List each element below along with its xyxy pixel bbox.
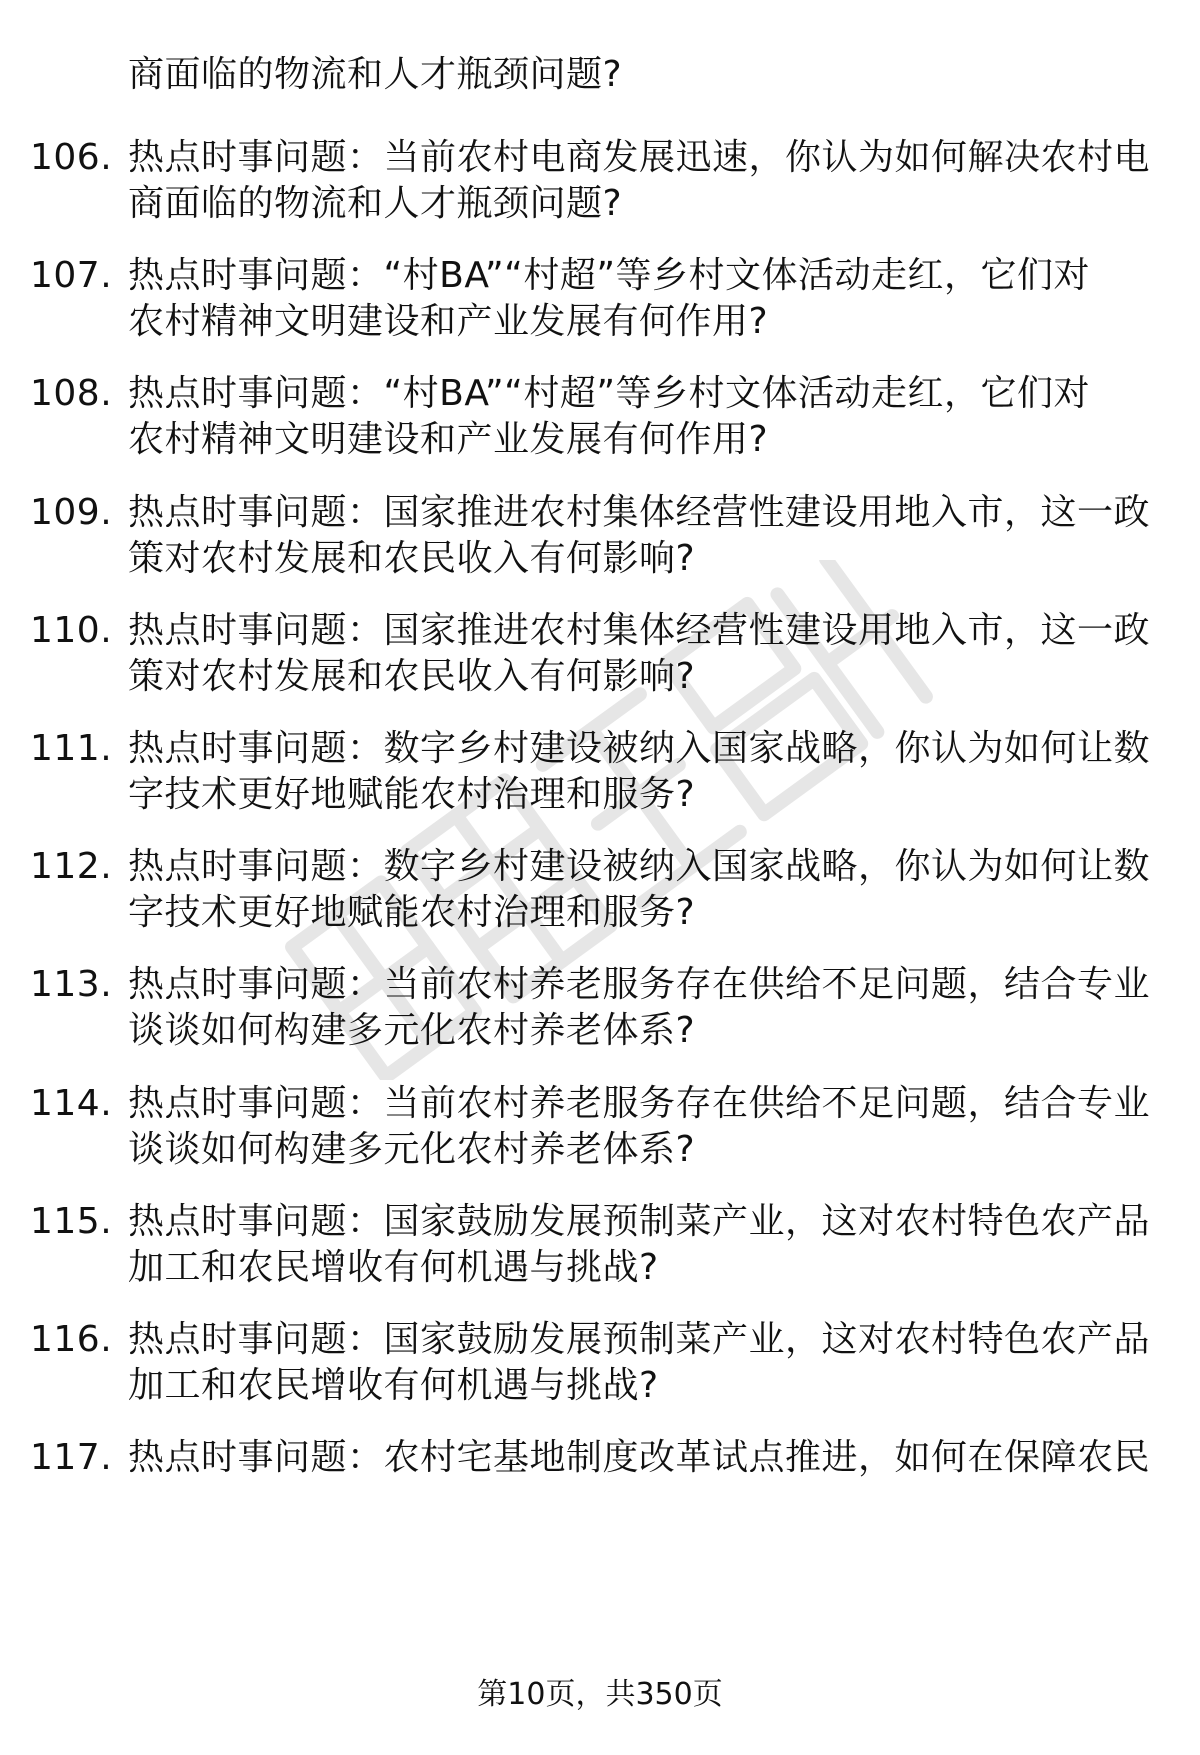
question-number: 115. xyxy=(30,1200,113,1242)
question-number: 106. xyxy=(30,137,113,178)
question-number: 117. xyxy=(30,1437,113,1479)
question-continuation-text: 商面临的物流和人才瓶颈问题? xyxy=(128,54,623,95)
question-text-line-1: 热点时事问题：当前农村养老服务存在供给不足问题，结合专业 xyxy=(128,964,1151,1006)
question-text-line-1: 热点时事问题：国家推进农村集体经营性建设用地入市，这一政 xyxy=(128,609,1151,651)
question-text-line-1: 热点时事问题：“村BA”“村超”等乡村文体活动走红，它们对 xyxy=(128,255,1090,297)
question-text-line-2: 策对农村发展和农民收入有何影响? xyxy=(128,655,696,697)
question-text-line-1: 热点时事问题：“村BA”“村超”等乡村文体活动走红，它们对 xyxy=(128,373,1090,415)
question-text-line-2: 加工和农民增收有何机遇与挑战? xyxy=(128,1365,659,1406)
question-number: 107. xyxy=(30,255,113,297)
question-text-line-1: 热点时事问题：国家推进农村集体经营性建设用地入市，这一政 xyxy=(128,491,1151,533)
question-text-line-1: 热点时事问题：当前农村电商发展迅速，你认为如何解决农村电 xyxy=(128,137,1151,178)
question-text-line-2: 加工和农民增收有何机遇与挑战? xyxy=(128,1246,659,1288)
question-number: 109. xyxy=(30,491,113,533)
question-number: 110. xyxy=(30,609,113,651)
question-text-line-2: 农村精神文明建设和产业发展有何作用? xyxy=(128,419,769,461)
question-number: 114. xyxy=(30,1082,113,1124)
question-text-line-2: 谈谈如何构建多元化农村养老体系? xyxy=(128,1128,696,1170)
page-number-footer: 第10页，共350页 xyxy=(477,1677,723,1712)
question-text-line-2: 策对农村发展和农民收入有何影响? xyxy=(128,537,696,579)
question-text-line-2: 农村精神文明建设和产业发展有何作用? xyxy=(128,301,769,343)
question-text-line-2: 字技术更好地赋能农村治理和服务? xyxy=(128,774,696,815)
question-number: 108. xyxy=(30,373,113,415)
question-text-line-1: 热点时事问题：数字乡村建设被纳入国家战略，你认为如何让数 xyxy=(128,846,1151,888)
question-text-line-2: 商面临的物流和人才瓶颈问题? xyxy=(128,183,623,224)
question-text-line-1: 热点时事问题：国家鼓励发展预制菜产业，这对农村特色农产品 xyxy=(128,1319,1151,1360)
question-text-line-2: 字技术更好地赋能农村治理和服务? xyxy=(128,892,696,934)
question-text-line-1: 热点时事问题：农村宅基地制度改革试点推进，如何在保障农民 xyxy=(128,1437,1151,1479)
question-text-line-2: 谈谈如何构建多元化农村养老体系? xyxy=(128,1010,696,1052)
question-text-line-1: 热点时事问题：当前农村养老服务存在供给不足问题，结合专业 xyxy=(128,1082,1151,1124)
question-number: 113. xyxy=(30,964,113,1006)
question-number: 111. xyxy=(30,728,113,769)
question-number: 112. xyxy=(30,846,113,888)
question-text-line-1: 热点时事问题：数字乡村建设被纳入国家战略，你认为如何让数 xyxy=(128,728,1151,769)
question-text-line-1: 热点时事问题：国家鼓励发展预制菜产业，这对农村特色农产品 xyxy=(128,1200,1151,1242)
question-number: 116. xyxy=(30,1319,113,1360)
